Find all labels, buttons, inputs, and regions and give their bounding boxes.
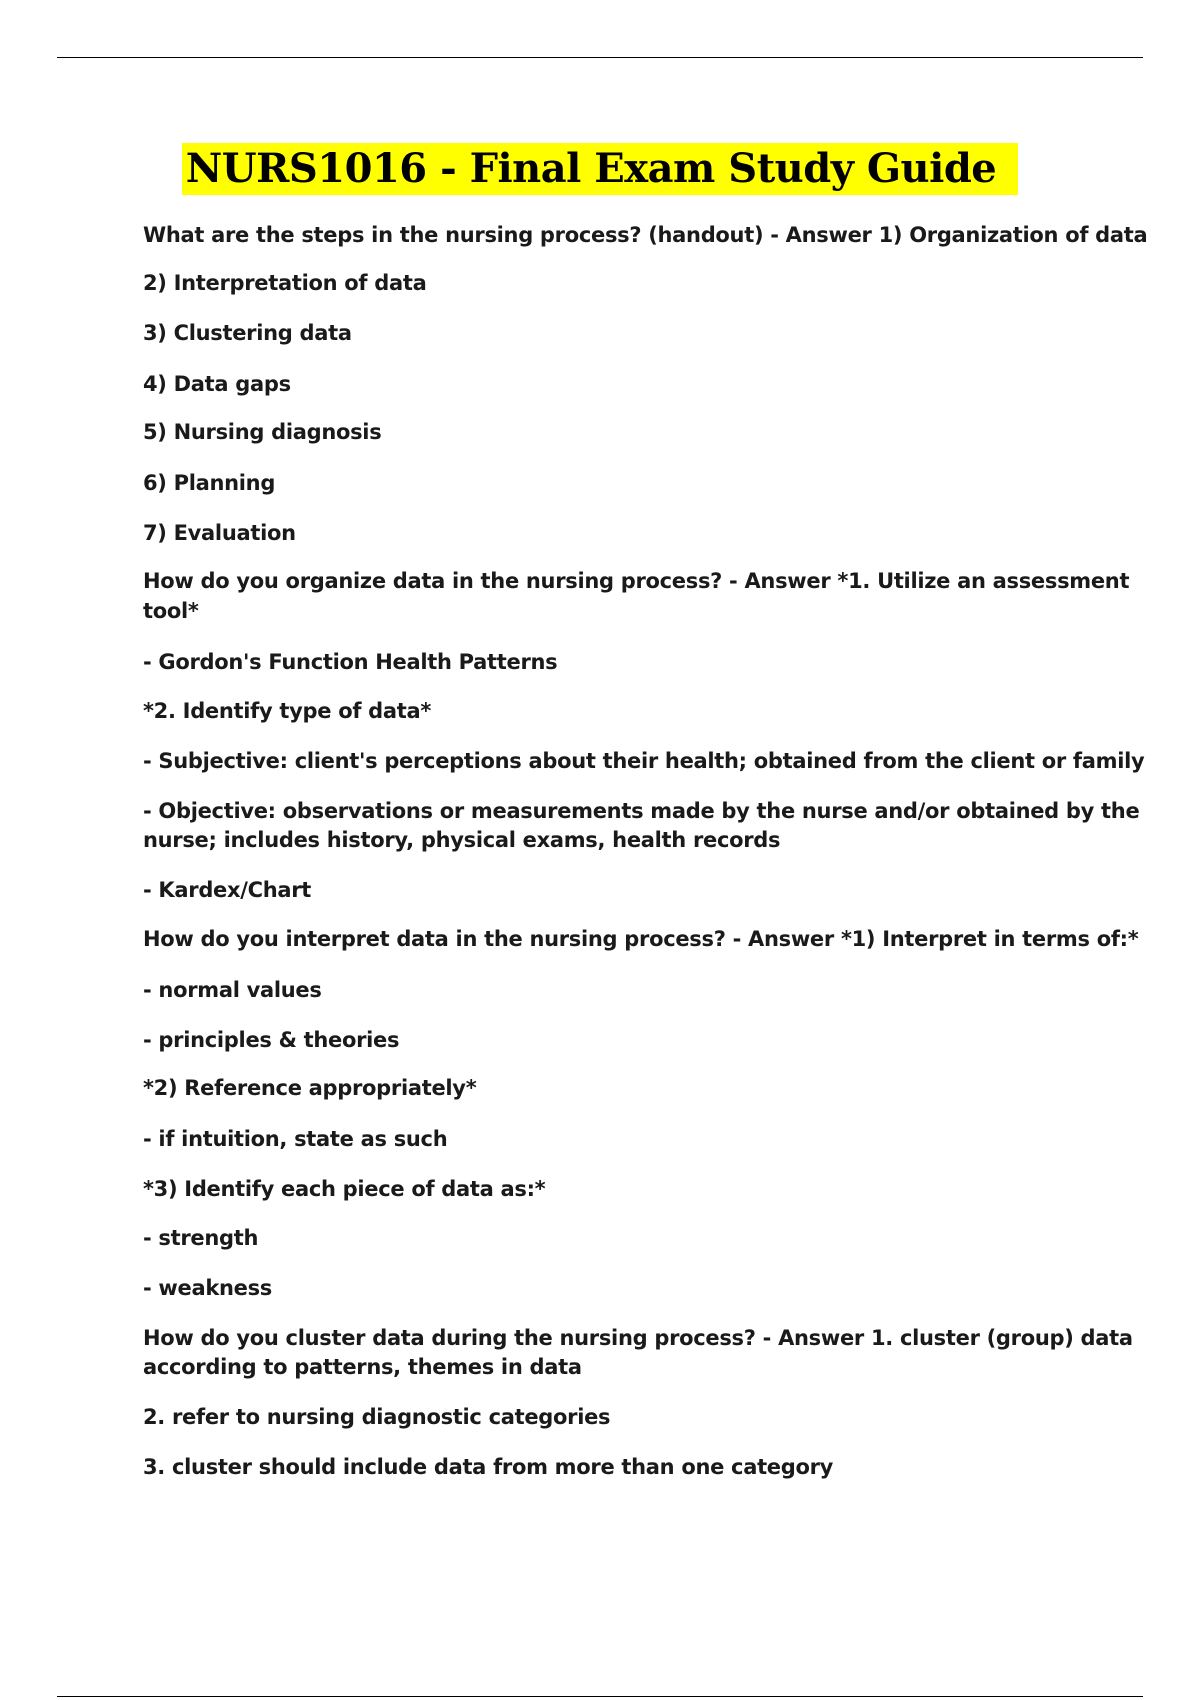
answer-line: - Objective: observations or measurements made by the nurse and/or obtained by the <box>143 799 1140 823</box>
question-line: How do you organize data in the nursing process? - Answer *1. Utilize an assessment <box>143 569 1130 593</box>
title-container <box>0 143 1200 195</box>
question-line-continued: tool* <box>143 599 199 623</box>
answer-line: *2. Identify type of data* <box>143 699 432 723</box>
answer-line: 6) Planning <box>143 471 276 495</box>
answer-line: 5) Nursing diagnosis <box>143 420 382 444</box>
answer-line: 7) Evaluation <box>143 521 296 545</box>
answer-line: 3. cluster should include data from more than one category <box>143 1455 834 1479</box>
answer-line: - Gordon's Function Health Patterns <box>143 650 558 674</box>
question-line-continued: according to patterns, themes in data <box>143 1355 582 1379</box>
footer-rule <box>57 1696 1143 1697</box>
answer-line: *2) Reference appropriately* <box>143 1076 477 1100</box>
answer-line: 3) Clustering data <box>143 321 352 345</box>
answer-line: - strength <box>143 1226 259 1250</box>
answer-line: - Kardex/Chart <box>143 878 312 902</box>
question-line: What are the steps in the nursing process? (handout) - Answer 1) Organization of data <box>143 223 1148 247</box>
document-title: NURS1016 - Final Exam Study Guide <box>182 143 1019 195</box>
answer-line: - Subjective: client's perceptions about their health; obtained from the client or family <box>143 749 1145 773</box>
question-line: How do you cluster data during the nursing process? - Answer 1. cluster (group) data <box>143 1326 1133 1350</box>
answer-line-continued: nurse; includes history, physical exams, health records <box>143 828 781 852</box>
answer-line: 4) Data gaps <box>143 372 291 396</box>
answer-line: 2. refer to nursing diagnostic categories <box>143 1405 611 1429</box>
answer-line: 2) Interpretation of data <box>143 271 427 295</box>
answer-line: *3) Identify each piece of data as:* <box>143 1177 546 1201</box>
answer-line: - normal values <box>143 978 322 1002</box>
answer-line: - weakness <box>143 1276 272 1300</box>
question-line: How do you interpret data in the nursing process? - Answer *1) Interpret in terms of:* <box>143 927 1139 951</box>
answer-line: - if intuition, state as such <box>143 1127 448 1151</box>
header-rule <box>57 57 1143 58</box>
answer-line: - principles & theories <box>143 1028 400 1052</box>
